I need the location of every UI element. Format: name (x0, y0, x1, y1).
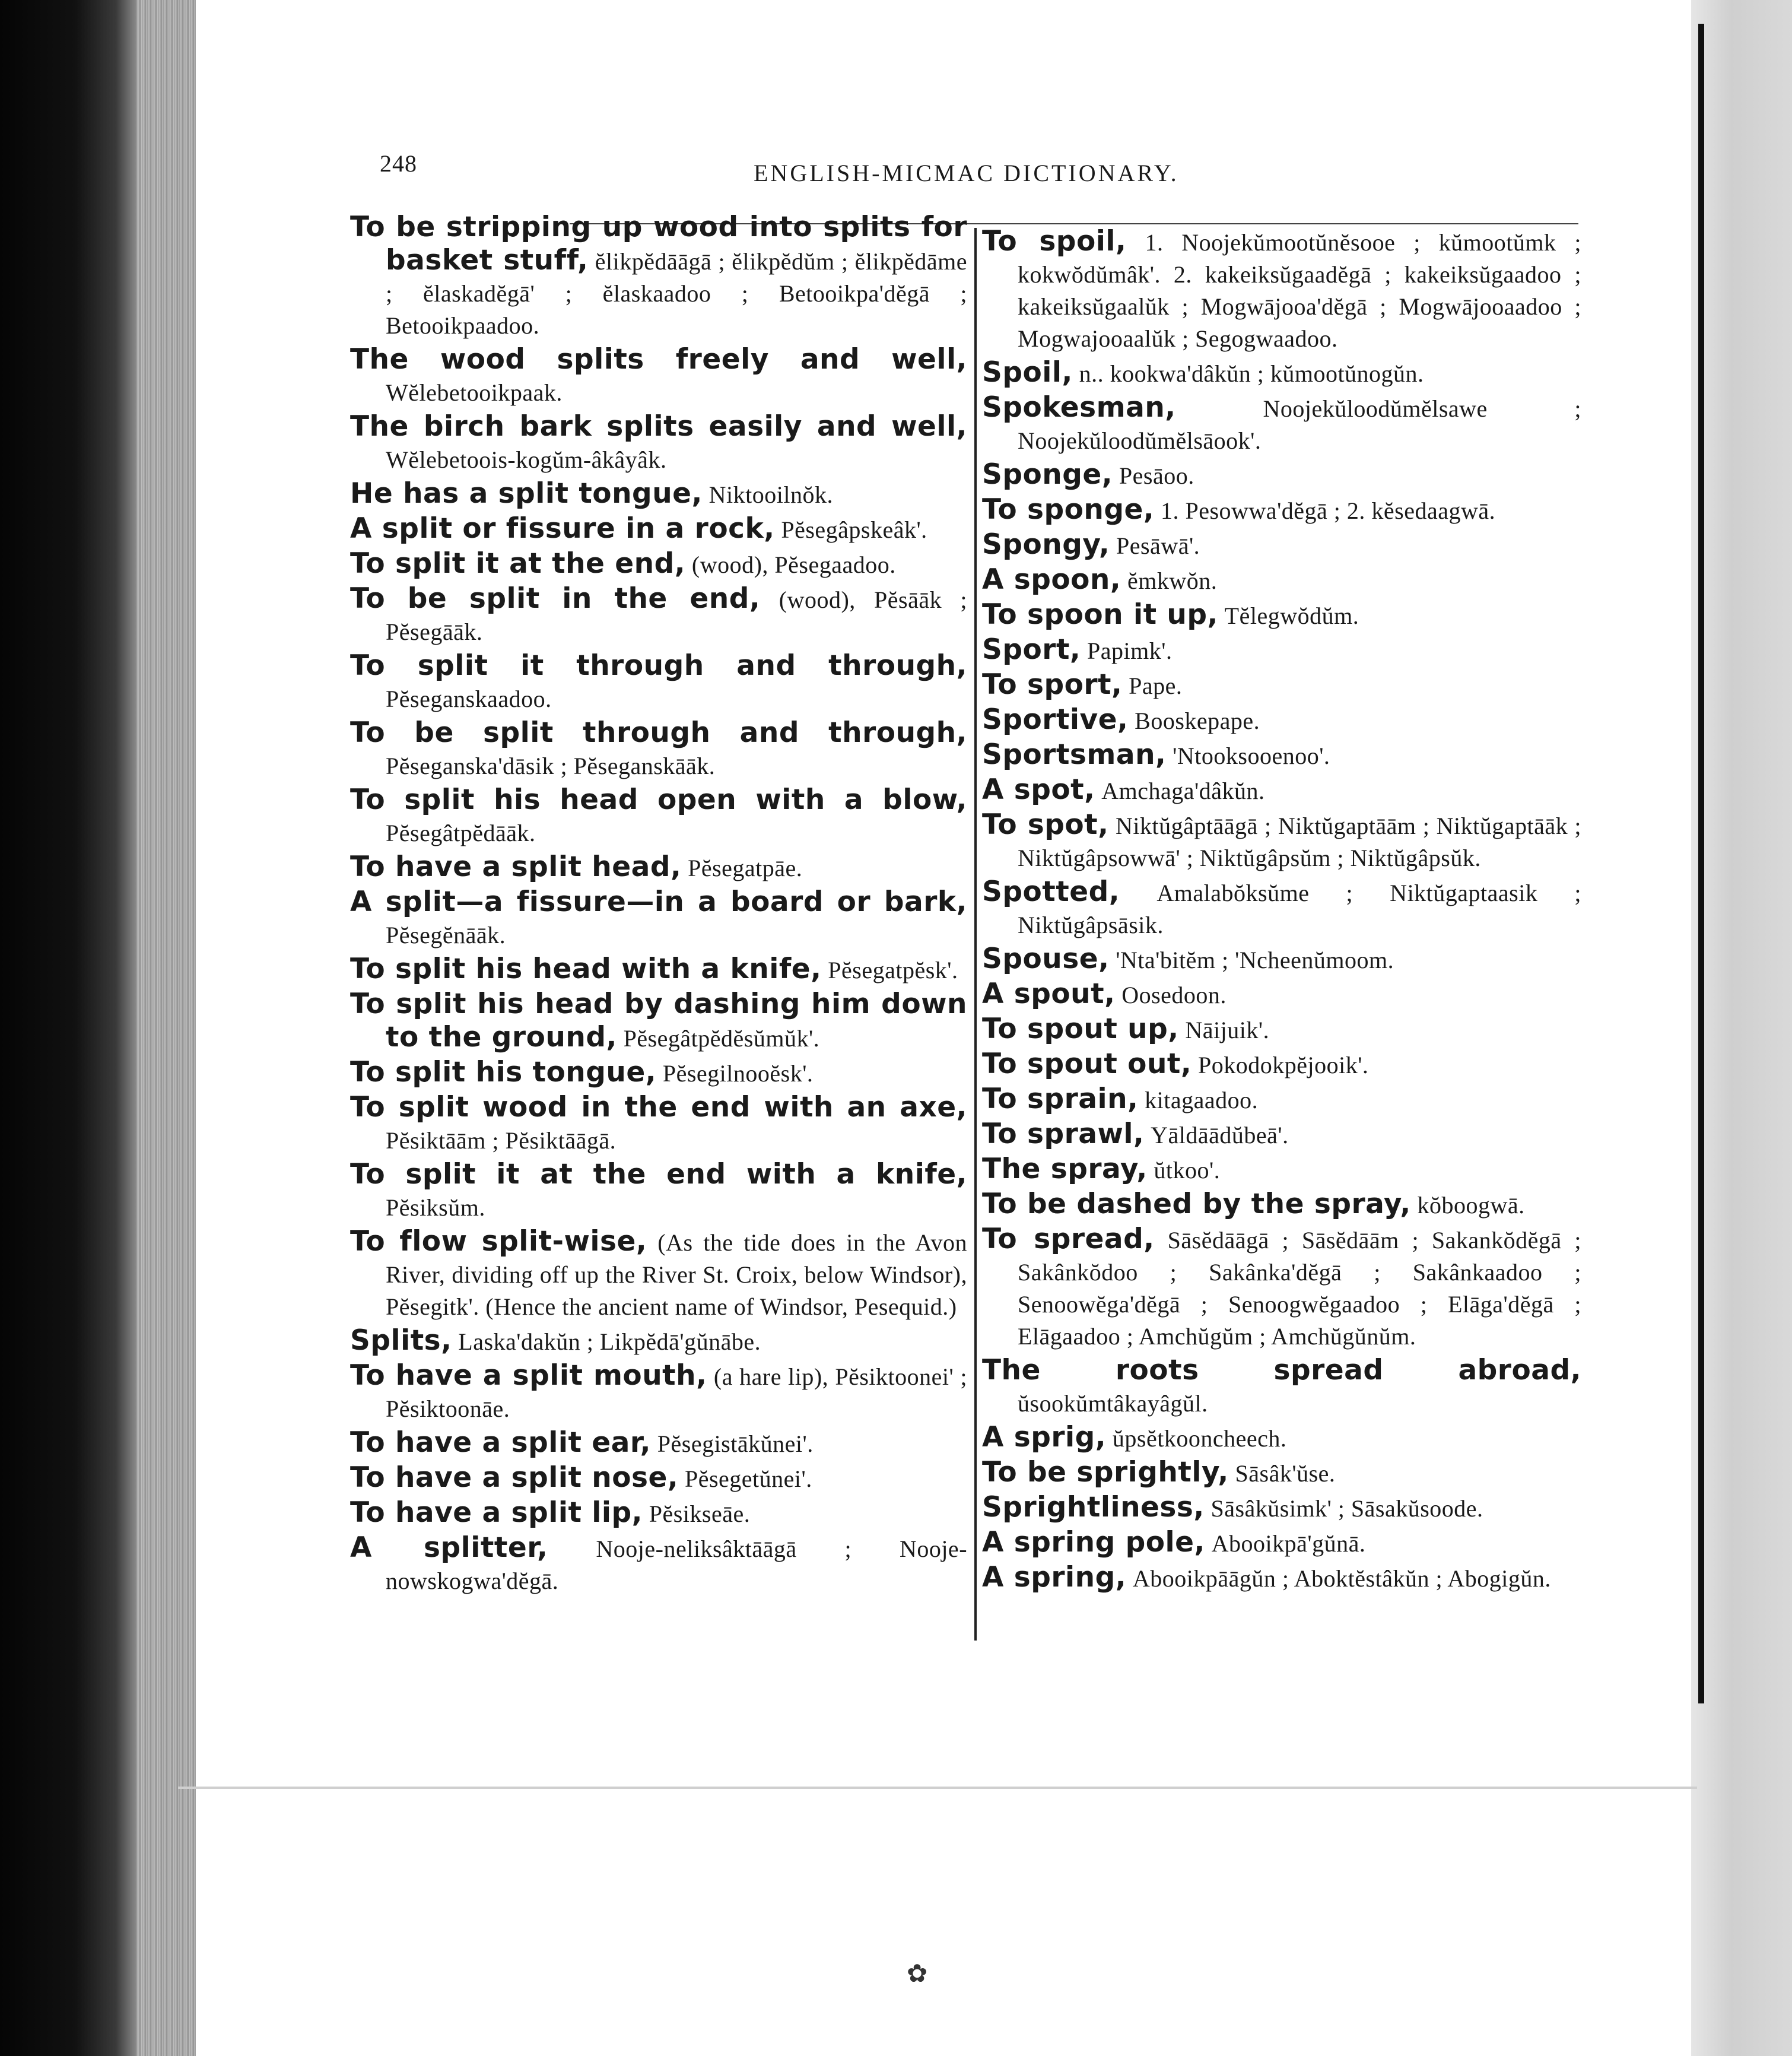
entry-definition: Yāldāādŭbeā'. (1151, 1122, 1289, 1148)
dictionary-entry (350, 411, 967, 476)
dictionary-entry (350, 851, 967, 884)
dictionary-entry (982, 978, 1581, 1011)
page-number: 248 (380, 150, 417, 177)
dictionary-entry (982, 1527, 1581, 1560)
dictionary-entry (982, 774, 1581, 807)
facing-page-edge (1698, 24, 1704, 1703)
entry-headword: Splits, (350, 1324, 452, 1357)
entry-headword: A splitter, (350, 1531, 548, 1564)
entry-definition: Pĕsegetŭnei'. (684, 1465, 812, 1492)
entry-headword: To have a split mouth, (350, 1359, 707, 1392)
entry-headword: Sprightliness, (982, 1491, 1205, 1524)
entry-headword: Sport, (982, 633, 1081, 666)
entry-headword: Spotted, (982, 875, 1120, 908)
dictionary-entry (982, 876, 1581, 941)
dictionary-entry (350, 717, 967, 782)
entry-definition: ĕlikpĕdāāgā ; ĕlikpĕdŭm ; ĕlikpĕdāme ; ĕlaskadĕgā' ; ĕlaskaadoo ; Betooikpa'dĕgā ; Betooikpaadoo. (386, 248, 967, 339)
entry-definition: (As the tide does in the Avon River, dividing off up the River St. Croix, below Windsor), Pĕsegitk'. (Hence the ancient name of Windsor, Pesequid.) (386, 1229, 968, 1320)
dictionary-entry (350, 1497, 967, 1530)
page-bottom-edge (178, 1787, 1697, 1789)
entry-headword: To split wood in the end with an axe, (350, 1091, 967, 1124)
entry-definition: Sāsâkŭsimk' ; Sāsakŭsoode. (1210, 1495, 1483, 1522)
entry-definition: Pesāoo. (1119, 462, 1194, 489)
dictionary-entry (982, 226, 1581, 355)
entry-headword: A spot, (982, 773, 1095, 806)
entry-headword: To flow split-wise, (350, 1225, 647, 1258)
entry-definition: Pĕsikseāe. (649, 1500, 751, 1527)
entry-definition: Niktooilnŏk. (708, 481, 833, 508)
dictionary-entry (982, 564, 1581, 597)
entry-definition: (a hare lip), Pĕsiktoonei' ; Pĕsiktoonāe. (386, 1363, 968, 1422)
entry-headword: A spoon, (982, 563, 1121, 596)
column-divider (974, 228, 977, 1641)
entry-headword: To be dashed by the spray, (982, 1188, 1411, 1220)
dictionary-entry (350, 1159, 967, 1224)
entry-headword: To sponge, (982, 493, 1155, 526)
entry-definition: ŭsookŭmtâkayâgŭl. (1018, 1390, 1208, 1417)
dictionary-entry (350, 583, 967, 648)
dictionary-entry (982, 739, 1581, 772)
dictionary-entry (350, 211, 967, 342)
entry-definition: Wĕlebetoois-kogŭm-âkâyâk. (386, 446, 667, 473)
dictionary-entry (982, 669, 1581, 702)
entry-headword: The roots spread abroad, (982, 1354, 1581, 1386)
entry-headword: To spoil, (982, 225, 1127, 258)
dictionary-entry (982, 1048, 1581, 1081)
entry-definition: Pĕsegâpskeâk'. (781, 516, 927, 543)
entry-definition: Pape. (1129, 672, 1183, 699)
entry-definition: Wĕlebetooikpaak. (386, 379, 563, 406)
right-margin (1691, 0, 1792, 2056)
entry-definition: Papimk'. (1087, 637, 1173, 664)
entry-definition: 1. Noojekŭmootŭnĕsooe ; kŭmootŭmk ; kokwŏdŭmâk'. 2. kakeiksŭgaadĕgā ; kakeiksŭgaadoo ; kakeiksŭgaalŭk ; Mogwājooa'dĕgā ; Mogwājooaadoo ; Mogwajooaalŭk ; Segogwaadoo. (1018, 229, 1581, 352)
entry-headword: To sport, (982, 668, 1123, 701)
entry-definition: 'Nta'bitĕm ; 'Ncheenŭmoom. (1116, 947, 1394, 973)
entry-definition: Pĕsegatpĕsk'. (828, 957, 958, 983)
dictionary-entry (982, 1118, 1581, 1151)
ornament-icon: ✿ (907, 1960, 928, 1988)
entry-definition: Laska'dakŭn ; Likpĕdā'gŭnābe. (458, 1328, 761, 1355)
dictionary-entry (982, 1083, 1581, 1116)
dictionary-entry (350, 1092, 967, 1157)
entry-definition: 'Ntooksooenoo'. (1173, 743, 1330, 769)
dictionary-entry (982, 1562, 1581, 1595)
dictionary-entry (982, 1422, 1581, 1455)
dictionary-entry (350, 650, 967, 715)
entry-headword: To spout up, (982, 1013, 1179, 1045)
running-title: ENGLISH-MICMAC DICTIONARY. (754, 160, 1179, 186)
dictionary-entry (982, 357, 1581, 390)
entry-headword: To split his head by dashing him down to the ground, (350, 988, 967, 1054)
entry-definition: kitagaadoo. (1145, 1087, 1259, 1113)
entry-headword: A sprig, (982, 1421, 1107, 1454)
entry-headword: A split—a fissure—in a board or bark, (350, 886, 967, 918)
dictionary-entry (982, 809, 1581, 874)
entry-definition: Booskepape. (1135, 707, 1260, 734)
entry-definition: 1. Pesowwa'dĕgā ; 2. kĕsedaagwā. (1160, 497, 1496, 524)
entry-headword: To be split through and through, (350, 716, 967, 749)
entry-headword: Spouse, (982, 943, 1110, 975)
entry-definition: Abooikpā'gŭnā. (1211, 1530, 1366, 1557)
entry-headword: To have a split nose, (350, 1461, 679, 1494)
entry-headword: To split it at the end with a knife, (350, 1158, 967, 1191)
entry-definition: Niktŭgâptāāgā ; Niktŭgaptāām ; Niktŭgaptāāk ; Niktŭgâpsowwā' ; Niktŭgâpsŭm ; Niktŭgâpsŭk. (1018, 813, 1582, 871)
right-column (982, 226, 1581, 1597)
entry-definition: Nooje-neliksâktāāgā ; Nooje-nowskogwa'dĕgā. (386, 1535, 968, 1594)
entry-headword: To have a split head, (350, 851, 682, 883)
entry-definition: Pĕsegĕnāāk. (386, 922, 506, 948)
entry-headword: To split his tongue, (350, 1056, 657, 1089)
entry-definition: Pĕseganska'dāsik ; Pĕseganskāāk. (386, 753, 716, 779)
dictionary-entry (350, 1360, 967, 1425)
entry-headword: To be sprightly, (982, 1456, 1229, 1489)
dictionary-entry (350, 513, 967, 546)
entry-definition: kŏboogwā. (1417, 1192, 1525, 1219)
dictionary-entry (982, 459, 1581, 492)
entry-headword: He has a split tongue, (350, 477, 703, 510)
entry-definition: Amalabŏksŭme ; Niktŭgaptaasik ; Niktŭgâpsāsik. (1018, 880, 1582, 938)
entry-definition: Pĕseganskaadoo. (386, 686, 552, 712)
entry-definition: Oosedoon. (1121, 982, 1227, 1008)
dictionary-entry (350, 1427, 967, 1460)
entry-definition: ŭtkoo'. (1154, 1157, 1221, 1184)
dictionary-entry (982, 634, 1581, 667)
dictionary-entry (982, 943, 1581, 976)
dictionary-entry (982, 1457, 1581, 1490)
entry-headword: To have a split lip, (350, 1496, 643, 1529)
left-column (350, 211, 967, 1599)
dictionary-entry (350, 1226, 967, 1323)
entry-headword: To spoon it up, (982, 598, 1218, 631)
entry-headword: Sponge, (982, 458, 1113, 491)
entry-headword: A spring, (982, 1561, 1127, 1594)
entry-definition: Nāijuik'. (1185, 1017, 1270, 1043)
entry-headword: Spoil, (982, 356, 1073, 389)
entry-headword: The spray, (982, 1153, 1148, 1185)
dictionary-entry (350, 886, 967, 951)
entry-headword: To be split in the end, (350, 582, 761, 615)
dictionary-entry (350, 478, 967, 511)
dictionary-entry (350, 1325, 967, 1358)
entry-headword: To split it through and through, (350, 649, 967, 682)
dictionary-entry (350, 988, 967, 1055)
entry-headword: To be stripping up wood into splits for basket stuff, (350, 211, 967, 277)
dictionary-entry (350, 344, 967, 409)
dictionary-entry (350, 1462, 967, 1495)
dictionary-entry (350, 548, 967, 581)
entry-definition: Noojekŭloodŭmĕlsawe ; Noojekŭloodŭmĕlsāook'. (1018, 395, 1581, 454)
entry-definition: Pĕsegilnooĕsk'. (662, 1060, 814, 1087)
dictionary-entry (982, 1013, 1581, 1046)
entry-definition: Abooikpāāgŭn ; Aboktĕstâkŭn ; Abogigŭn. (1132, 1565, 1551, 1592)
entry-headword: A split or fissure in a rock, (350, 512, 775, 545)
entry-headword: A spout, (982, 978, 1116, 1010)
entry-headword: Spongy, (982, 528, 1110, 561)
dictionary-entry (982, 704, 1581, 737)
entry-headword: To spot, (982, 808, 1109, 841)
dictionary-entry (982, 1223, 1581, 1353)
entry-definition: (wood), Pĕsegaadoo. (691, 551, 896, 578)
dictionary-entry (982, 599, 1581, 632)
entry-definition: Pĕsiksŭm. (386, 1194, 485, 1221)
entry-headword: To spread, (982, 1223, 1155, 1255)
entry-headword: The wood splits freely and well, (350, 343, 967, 376)
entry-definition: n.. kookwa'dâkŭn ; kŭmootŭnogŭn. (1079, 360, 1424, 387)
entry-headword: Spokesman, (982, 391, 1176, 424)
dictionary-entry (350, 953, 967, 986)
dictionary-entry (350, 1056, 967, 1090)
entry-headword: The birch bark splits easily and well, (350, 410, 967, 443)
dictionary-entry (982, 1153, 1581, 1186)
entry-headword: To spout out, (982, 1048, 1192, 1080)
dictionary-entry (350, 1532, 967, 1597)
dictionary-entry (982, 494, 1581, 527)
entry-definition: ŭpsĕtkooncheech. (1112, 1425, 1287, 1452)
entry-headword: To split his head with a knife, (350, 953, 822, 985)
entry-definition: ĕmkwŏn. (1127, 567, 1218, 594)
entry-definition: Pĕsegistākŭnei'. (657, 1430, 814, 1457)
book-binding (0, 0, 136, 2056)
entry-definition: Pokodokpĕjooik'. (1198, 1052, 1369, 1078)
entry-definition: Sāsâk'ŭse. (1235, 1460, 1336, 1487)
entry-definition: Pĕsegatpāe. (688, 855, 803, 881)
entry-definition: Pĕsiktāām ; Pĕsiktāāgā. (386, 1127, 617, 1154)
entry-definition: (wood), Pĕsāāk ; Pĕsegāāk. (386, 586, 967, 645)
entry-headword: To sprain, (982, 1083, 1139, 1115)
entry-definition: Pesāwā'. (1116, 532, 1200, 559)
entry-definition: Pĕsegâtpĕdāāk. (386, 820, 536, 846)
entry-headword: A spring pole, (982, 1526, 1205, 1559)
dictionary-entry (350, 784, 967, 849)
entry-definition: Sāsĕdāāgā ; Sāsĕdāām ; Sakankŏdĕgā ; Sakânkŏdoo ; Sakânka'dĕgā ; Sakânkaadoo ; Senoowĕga'dĕgā ; Senoogwĕgaadoo ; Elāga'dĕgā ; Elāgaadoo ; Amchŭgŭm ; Amchŭgŭnŭm. (1018, 1227, 1582, 1350)
dictionary-entry (982, 392, 1581, 457)
entry-headword: Sportsman, (982, 738, 1167, 771)
entry-headword: Sportive, (982, 703, 1129, 736)
entry-definition: Pĕsegâtpĕdĕsŭmŭk'. (623, 1025, 820, 1052)
dictionary-entry (982, 1188, 1581, 1221)
entry-headword: To split it at the end, (350, 547, 686, 580)
dictionary-entry (982, 1354, 1581, 1420)
page-edges (136, 0, 202, 2056)
entry-definition: Tĕlegwŏdŭm. (1224, 602, 1359, 629)
dictionary-entry (982, 529, 1581, 562)
dictionary-entry (982, 1492, 1581, 1525)
entry-headword: To sprawl, (982, 1118, 1145, 1150)
entry-headword: To have a split ear, (350, 1426, 651, 1459)
entry-definition: Amchaga'dâkŭn. (1101, 778, 1265, 804)
entry-headword: To split his head open with a blow, (350, 783, 967, 816)
